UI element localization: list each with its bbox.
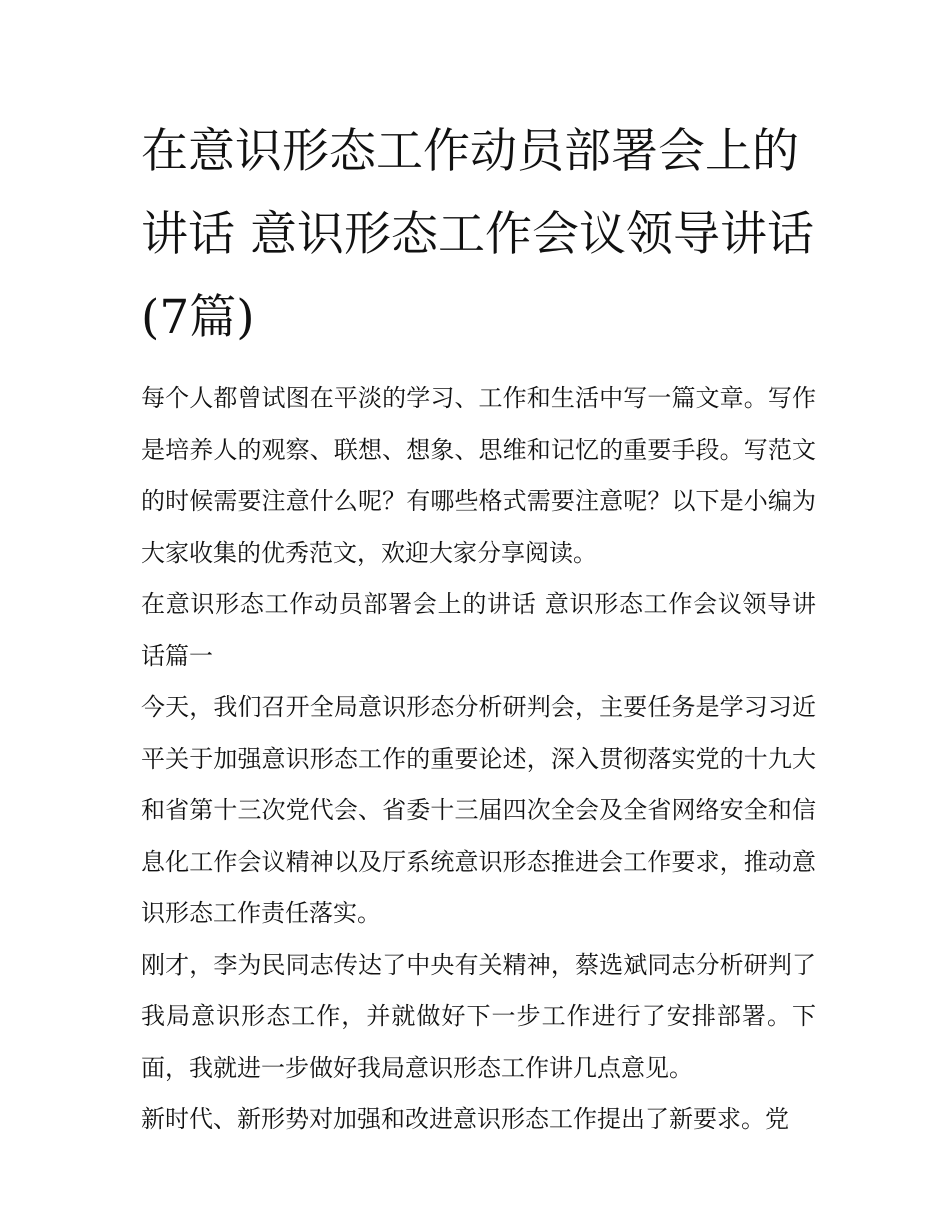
document-page <box>141 110 816 1146</box>
paragraph-body-2: 刚才，李为民同志传达了中央有关精神，蔡选斌同志分析研判了我局意识形态工作，并就做好下一步工作进行了安排部署。下面，我就进一步做好我局意识形态工作讲几点意见。 <box>141 950 816 1082</box>
paragraph-intro: 每个人都曾试图在平淡的学习、工作和生活中写一篇文章。写作是培养人的观察、联想、想象、思维和记忆的重要手段。写范文的时候需要注意什么呢？有哪些格式需要注意呢？以下是小编为大家收集的优秀范文，欢迎大家分享阅读。 <box>141 384 816 567</box>
paragraph-section-heading: 在意识形态工作动员部署会上的讲话 意识形态工作会议领导讲话篇一 <box>141 590 816 670</box>
document-title: 在意识形态工作动员部署会上的讲话 意识形态工作会议领导讲话(7篇) <box>141 124 814 345</box>
paragraph-body-3: 新时代、新形势对加强和改进意识形态工作提出了新要求。党 <box>141 1105 789 1133</box>
paragraph-body-1: 今天，我们召开全局意识形态分析研判会，主要任务是学习习近平关于加强意识形态工作的重要论述，深入贯彻落实党的十九大和省第十三次党代会、省委十三届四次全会及全省网络安全和信息化工作会议精神以及厅系统意识形态推进会工作要求，推动意识形态工作责任落实。 <box>141 693 816 927</box>
document-body <box>141 373 816 1146</box>
